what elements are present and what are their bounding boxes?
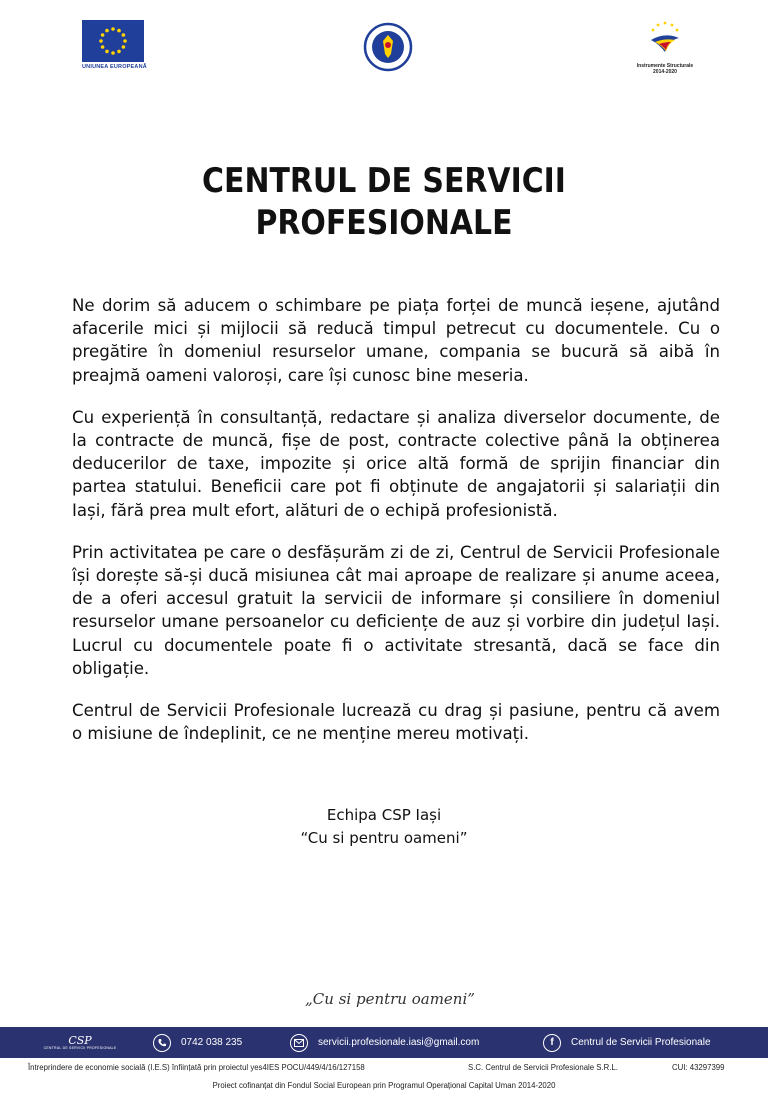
paragraph-4: Centrul de Servicii Profesionale lucrează cu drag și pasiune, pentru că avem o misiune de îndeplinit, ce ne menține mereu motivați. (72, 701, 720, 744)
footer-company-name: S.C. Centrul de Servicii Profesionale S.R.L. (468, 1063, 618, 1072)
csp-logo-mark: CSP (68, 1033, 92, 1047)
footer-ies-text: Întreprindere de economie socială (I.E.S) înființată prin proiectul yes4IES POCU/449/4/16/127158 (28, 1063, 365, 1072)
eu-flag-icon (82, 20, 144, 62)
eu-caption: UNIUNEA EUROPEANĂ (82, 64, 147, 70)
title-line-2: PROFESIONALE (255, 203, 513, 243)
footer-funding-line: Proiect cofinanțat din Fondul Social European prin Programul Operațional Capital Uman 2014-2020 (212, 1081, 556, 1090)
signature-team: Echipa CSP Iași (326, 806, 442, 824)
facebook-contact[interactable] (543, 1027, 711, 1058)
footer-contact-bar (0, 1027, 768, 1058)
footer-cui: CUI: 43297399 (672, 1063, 725, 1072)
csp-logo-sub: CENTRUL DE SERVICII PROFESIONALE (43, 1045, 117, 1050)
page-title (46, 160, 722, 244)
instrumente-structurale-icon (645, 18, 685, 58)
paragraph-3: Prin activitatea pe care o desfășurăm zi de zi, Centrul de Servicii Profesionale își dorește să-și ducă misiunea cât mai aproape de realizare și anume aceea, de a oferi accesul gratuit la servicii de informare și consiliere în domeniul resurselor umane persoanelor cu deficiențe de auz și vorbire din județul Iași. Lucrul cu documentele poate fi o activitate stresantă, dacă se face din obligație. (72, 542, 720, 678)
signature-motto: “Cu si pentru oameni” (300, 829, 468, 847)
paragraph-2: Cu experiență în consultanță, redactare și analiza diverselor documente, de la contracte de muncă, fișe de post, contracte colective până la obținerea deducerilor de taxe, impozite și orice altă formă de sprijin financiar din partea statului. Beneficii care pot fi obținute de angajatorii și salariații din Iași, fără prea mult efort, alături de o echipă profesionistă. (72, 407, 720, 520)
email-address: servicii.profesionale.iasi@gmail.com (318, 1037, 480, 1048)
phone-contact[interactable] (153, 1027, 242, 1058)
slogan: „Cu si pentru oameni” (305, 990, 475, 1008)
csp-logo (43, 1027, 117, 1058)
facebook-page: Centrul de Servicii Profesionale (571, 1037, 711, 1048)
facebook-icon: f (543, 1034, 561, 1052)
paragraph-1: Ne dorim să aducem o schimbare pe piața forței de muncă ieșene, ajutând afacerile mici și mijlocii să reducă timpul petrecut cu documentele. Cu o pregătire în domeniul resurselor umane, compania se bucură să aibă în preajmă oameni valoroși, care își cunosc bine meseria. (72, 296, 720, 385)
phone-icon (153, 1034, 171, 1052)
envelope-icon (290, 1034, 308, 1052)
is-caption-line2: 2014-2020 (653, 69, 677, 75)
signature (0, 804, 768, 850)
is-caption-line1: Instrumente Structurale (636, 63, 694, 69)
email-contact[interactable] (290, 1027, 479, 1058)
phone-number: 0742 038 235 (181, 1037, 243, 1048)
eu-logo (82, 20, 146, 70)
government-seal-icon (363, 22, 413, 72)
instrumente-structurale-logo (630, 18, 700, 75)
body-text (72, 294, 720, 764)
title-line-1: CENTRUL DE SERVICII (202, 161, 566, 201)
